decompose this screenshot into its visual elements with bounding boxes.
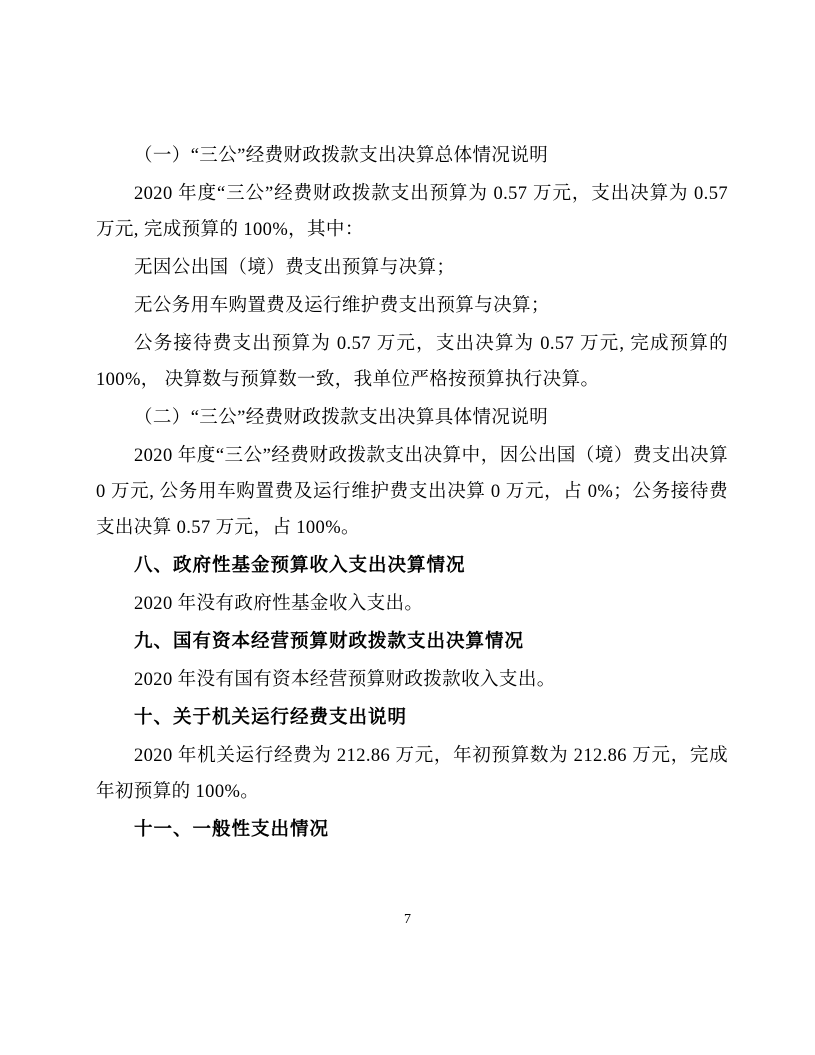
heading-section-ten: 十、关于机关运行经费支出说明 [134,708,408,728]
paragraph-official-reception: 公务接待费支出预算为 0.57 万元，支出决算为 0.57 万元, 完成预算的 100%， 决算数与预算数一致，我单位严格按预算执行决算。 [96,334,728,390]
page-number: 7 [404,912,411,927]
heading-section-eleven: 十一、一般性支出情况 [134,820,330,840]
paragraph-sangong-detail-body: 2020 年度“三公”经费财政拨款支出决算中，因公出国（境）费支出决算 0 万元, 公务用车购置费及运行维护费支出决算 0 万元，占 0%；公务接待费支出决算 0.57 万元，占 100%。 [96,446,728,538]
paragraph-overseas-travel: 无因公出国（境）费支出预算与决算； [134,258,456,278]
paragraph-official-vehicle: 无公务用车购置费及运行维护费支出预算与决算； [134,296,550,316]
paragraph-section-nine-body: 2020 年没有国有资本经营预算财政拨款收入支出。 [134,670,556,690]
paragraph-section-ten-body: 2020 年机关运行经费为 212.86 万元，年初预算数为 212.86 万元，完成年初预算的 100%。 [96,746,728,802]
paragraph-section-eight-body: 2020 年没有政府性基金收入支出。 [134,594,424,614]
paragraph-sangong-detail-title: （二）“三公”经费财政拨款支出决算具体情况说明 [134,408,549,428]
heading-section-eight: 八、政府性基金预算收入支出决算情况 [134,556,466,576]
heading-section-nine: 九、国有资本经营预算财政拨款支出决算情况 [134,632,525,652]
paragraph-sangong-budget-total: 2020 年度“三公”经费财政拨款支出预算为 0.57 万元，支出决算为 0.57 万元, 完成预算的 100%，其中： [96,184,728,240]
document-body [96,138,728,850]
paragraph-sangong-overview-title: （一）“三公”经费财政拨款支出决算总体情况说明 [134,146,549,166]
